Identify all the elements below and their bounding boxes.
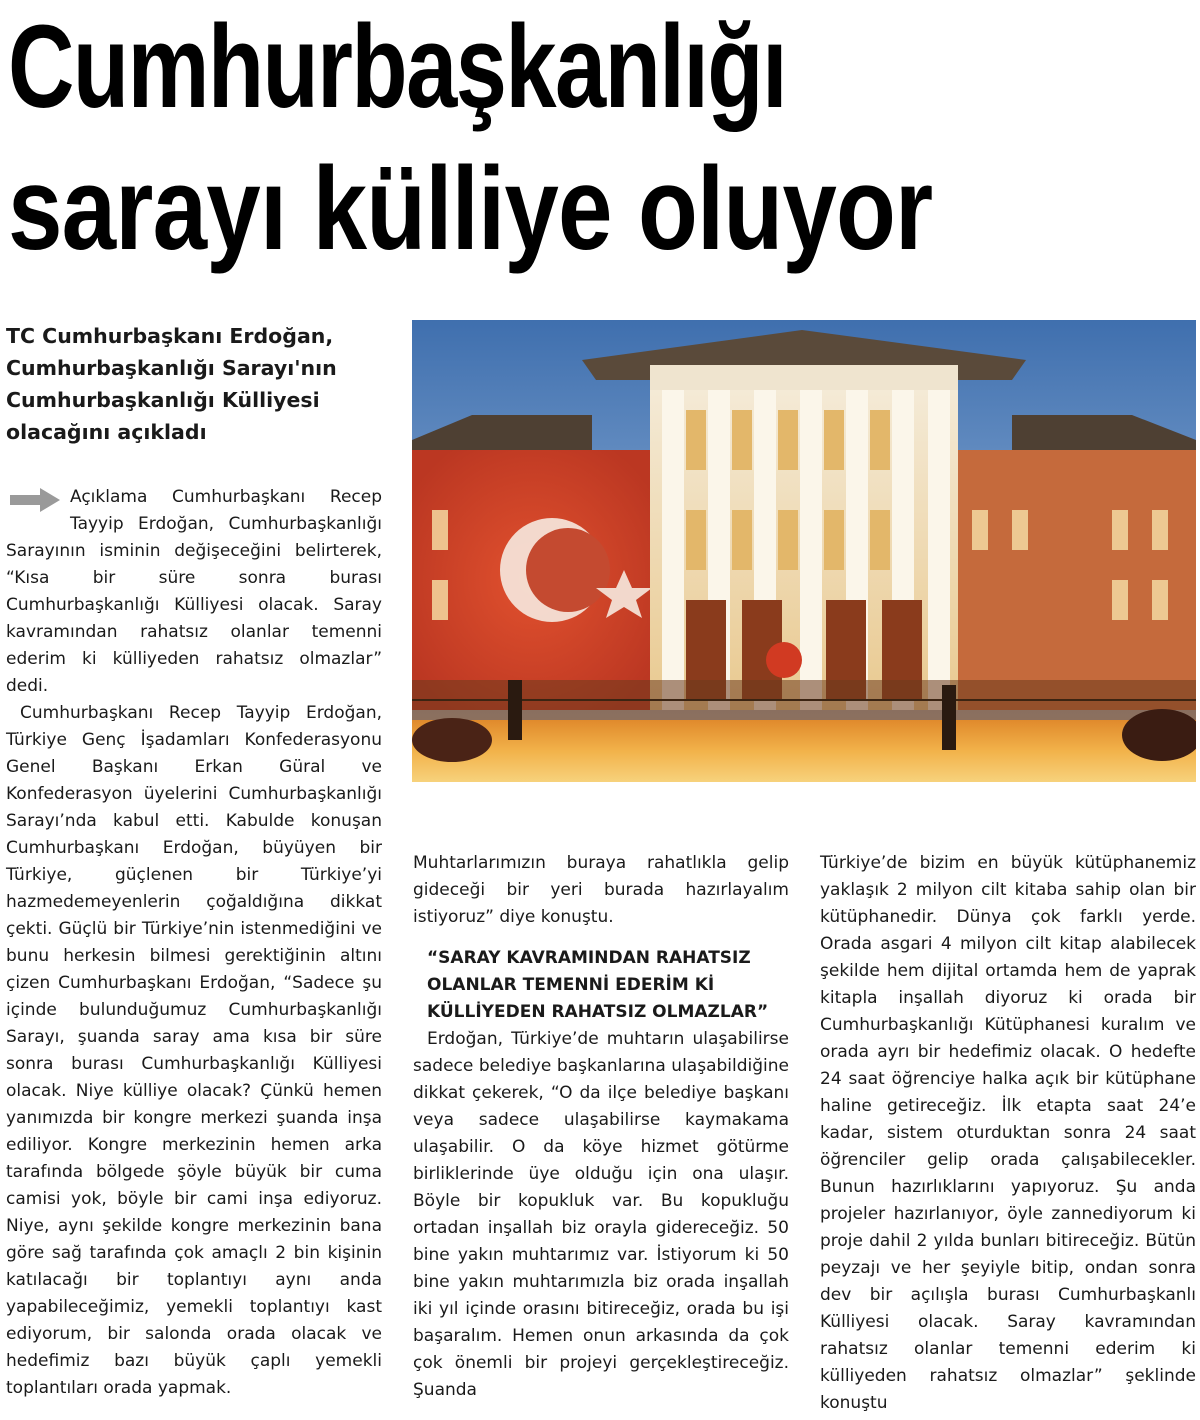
article-column-2 <box>413 850 789 1404</box>
lead-line: TC Cumhurbaşkanı Erdoğan, <box>6 324 334 348</box>
headline-line-2: sarayı külliye oluyor <box>8 143 933 275</box>
article-column-3 <box>820 850 1196 1417</box>
article-paragraph: Cumhurbaşkanı Recep Tayyip Erdoğan, Türkiye Genç İşadamları Konfederasyonu Genel Başkanı Erkan Güral ve Konfederasyon üyelerini Cumhurbaşkanlığı Sarayı’nda kabul etti. Kabulde konuşan Cumhurbaşkanı Erdoğan, büyüyen bir Türkiye, güçlenen bir Türkiye’yi hazmedemeyenlerin çoğaldığına dikkat çekti. Güçlü bir Türkiye’nin istenmediğini ve bunu herkesin bilmesi gerektiğinin altını çizen Cumhurbaşkanı Erdoğan, “Sadece şu içinde bulunduğumuz Cumhurbaşkanlığı Sarayı, şuanda saray ama kısa bir süre sonra burası Cumhurbaşkanlığı Külliyesi olacak. Niye külliye olacak? Çünkü hemen yanımızda bir kongre merkezi şuanda inşa ediliyor. Kongre merkezinin hemen arka tarafında bölgede şöyle büyük bir cuma camisi yok, böyle bir cami inşa ediyoruz. Niye, aynı şekilde kongre merkezinin bana göre sağ tarafında çok amaçlı 2 bin kişinin katılacağı bir toplantıyı aynı anda yapabileceğimiz, yemekli toplantıyı kast ediyorum, bir salonda orada olacak ve hedefimiz bazı büyük çaplı yemekli toplantıları orada yapmak. <box>6 703 382 1398</box>
arrow-right-icon <box>6 486 64 514</box>
article-paragraph: Erdoğan, Türkiye’de muhtarın ulaşabilirse sadece belediye başkanlarına ulaşabildiğine dikkat çekerek, “O da ilçe belediye başkanı veya sadece ulaşabilirse kaymakama ulaşabilir. O da köye hizmet götürme birliklerinde üye olduğu için ona ulaşır. Böyle bir kopukluk var. Bu kopukluğu ortadan inşallah biz orayla gidereceğiz. 50 bine yakın muhtarımız var. İstiyorum ki 50 bine yakın muhtarımızla biz orada inşallah iki yıl içinde orasını bitireceğiz, orada bu işi başaralım. Hemen onun arkasında da çok çok önemli bir projeyi gerçekleştireceğiz. Şuanda <box>413 1029 789 1400</box>
lead-summary <box>6 320 366 448</box>
headline-line-1: Cumhurbaşkanlığı <box>8 1 786 133</box>
palace-photo-illustration <box>412 320 1196 782</box>
article-paragraph: Türkiye’de bizim en büyük kütüphanemiz yaklaşık 2 milyon cilt kitaba sahip olan bir kütüphanedir. Dünya çok farklı yerde. Orada asgari 4 milyon cilt kitap alabilecek şekilde hem dijital ortamda hem de yaprak kitapla inşallah diyoruz ki orada bir Cumhurbaşkanlığı Kütüphanesi kuralım ve orada ayrı bir hedefimiz olacak. O hedefte 24 saat öğrenciye halka açık bir kütüphane haline getireceğiz. İlk etapta saat 24’e kadar, sistem oturduktan sonra 24 saat öğrenciler gelip orada çalışabilecekler. Bunun hazırlıklarını yapıyoruz. Şu anda projeler hazırlanıyor, öyle zannediyorum ki proje dahil 2 yılda bunları bitireceğiz. Bütün peyzajı ve her şeyiyle bitip, ondan sonra dev bir açılışla burası Cumhurbaşkanlı Külliyesi olacak. Saray kavramından rahatsız olanlar temenni ederim ki külliyeden rahatsız olmazlar” şeklinde konuştu <box>820 853 1196 1413</box>
article-paragraph: Muhtarlarımızın buraya rahatlıkla gelip gideceği bir yeri burada hazırlayalım istiyoruz” diye konuştu. <box>413 853 789 927</box>
article-paragraph: Açıklama Cumhurbaşkanı Recep Tayyip Erdoğan, Cumhurbaşkanlığı Sarayının isminin değişeceğini belirterek, “Kısa bir süre sonra burası Cumhurbaşkanlığı Külliyesi olacak. Saray kavramından rahatsız olanlar temenni ederim ki külliyeden rahatsız olmazlar” dedi. <box>6 487 382 696</box>
article-column-1 <box>6 484 382 1402</box>
palace-photo <box>412 320 1196 782</box>
lead-line: Cumhurbaşkanlığı Külliyesi <box>6 388 320 412</box>
lead-line: Cumhurbaşkanlığı Sarayı'nın <box>6 356 337 380</box>
lead-line: olacağını açıkladı <box>6 420 207 444</box>
article-subheading: “SARAY KAVRAMINDAN RAHATSIZ OLANLAR TEMENNİ EDERİM Kİ KÜLLİYEDEN RAHATSIZ OLMAZLAR” <box>427 948 769 1022</box>
